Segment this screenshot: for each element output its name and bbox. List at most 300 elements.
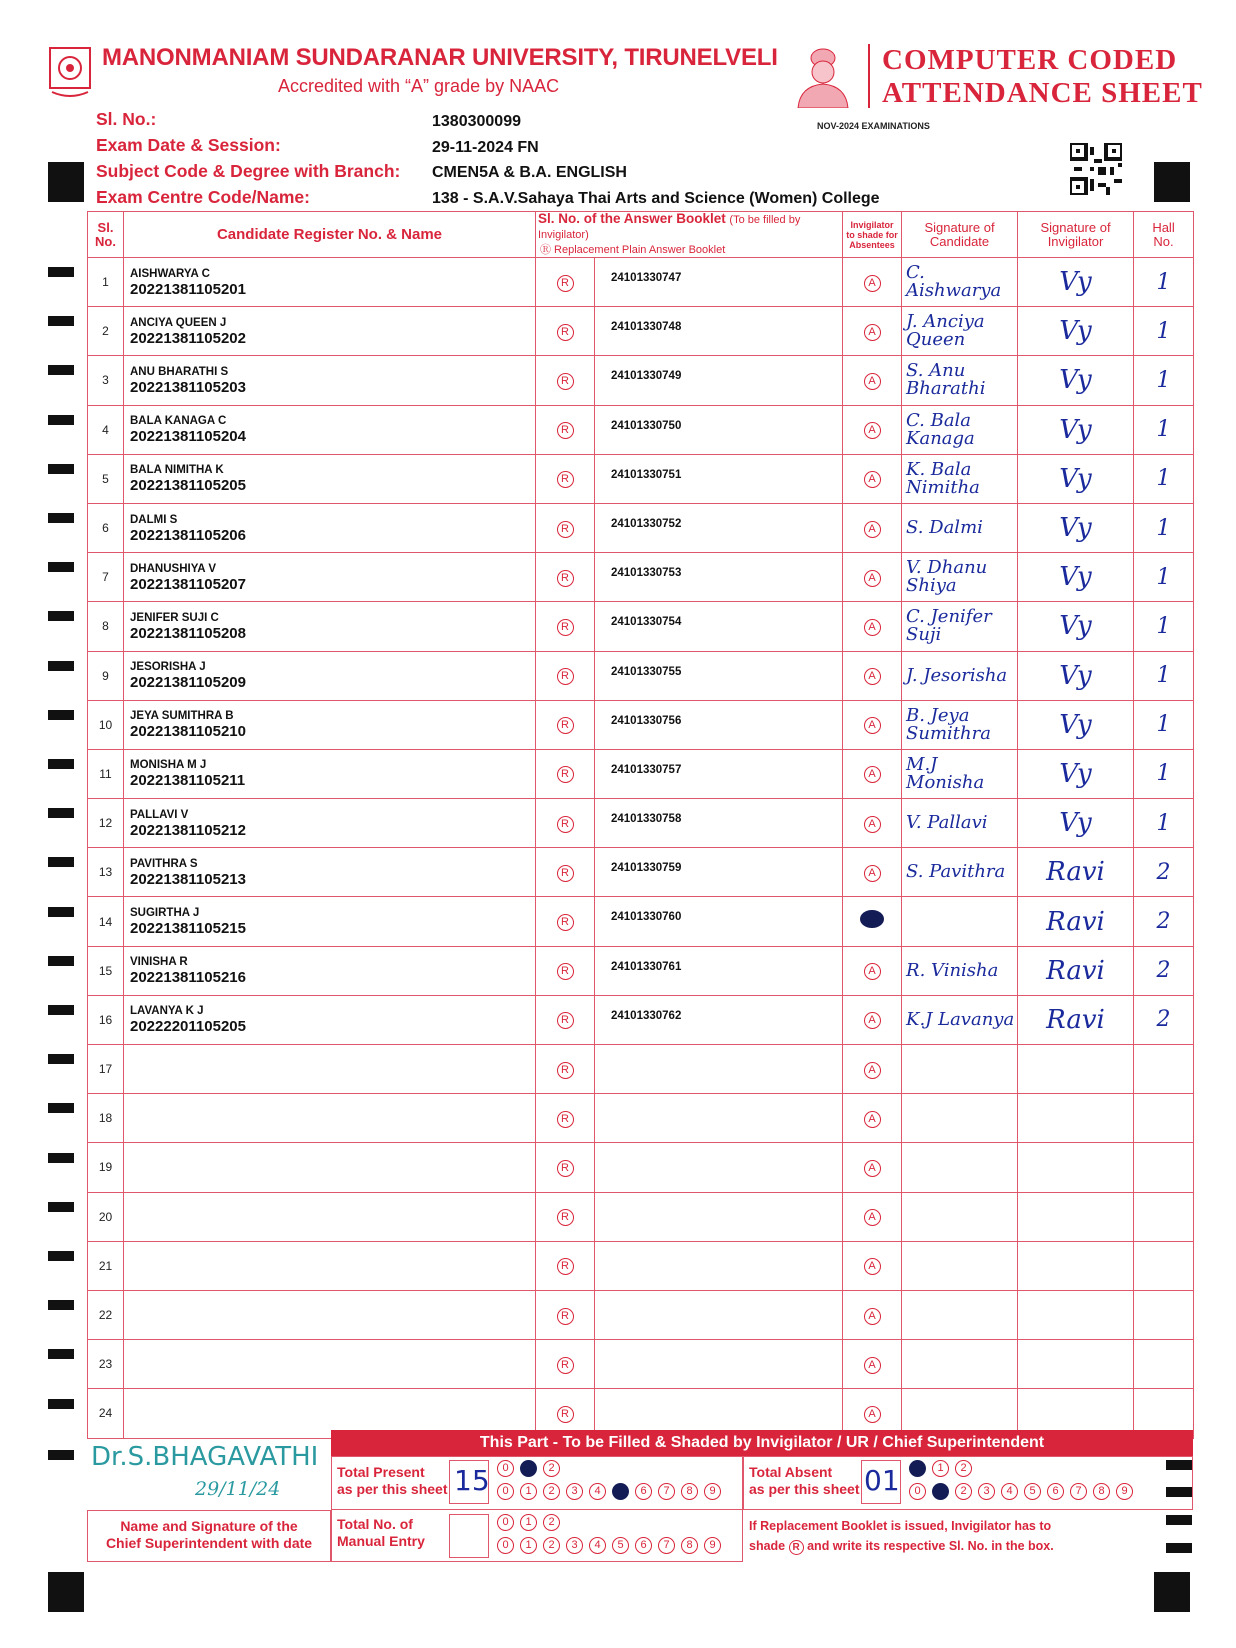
absent-bubble-cell[interactable] — [843, 1192, 902, 1241]
booklet-number[interactable]: 24101330753 — [595, 553, 843, 602]
replacement-bubble[interactable]: R — [557, 963, 574, 980]
absent-bubble-cell[interactable] — [843, 1241, 902, 1290]
replacement-bubble-cell[interactable] — [536, 405, 595, 454]
absent-bubble[interactable]: A — [864, 816, 881, 833]
row-slno: 10 — [88, 700, 124, 749]
row-slno: 4 — [88, 405, 124, 454]
booklet-number[interactable] — [595, 1143, 843, 1192]
exam-date-value: 29-11-2024 FN — [432, 139, 539, 156]
register-number: 20221381105211 — [130, 772, 246, 790]
replacement-bubble-cell[interactable] — [536, 356, 595, 405]
absent-bubble-cell[interactable] — [843, 356, 902, 405]
hall-number[interactable] — [1134, 1045, 1194, 1094]
candidate-signature[interactable]: S. Anu Bharathi — [902, 356, 1018, 405]
booklet-number[interactable] — [595, 1045, 843, 1094]
row-slno: 17 — [88, 1045, 124, 1094]
digit-bubble[interactable]: 1 — [520, 1514, 537, 1531]
absent-bubble[interactable]: A — [864, 1209, 881, 1226]
replacement-bubble[interactable]: R — [557, 521, 574, 538]
replacement-bubble[interactable]: R — [557, 471, 574, 488]
candidate-name: ANCIYA QUEEN J — [130, 316, 227, 329]
register-number: 20221381105205 — [130, 477, 246, 495]
booklet-number[interactable]: 24101330747 — [595, 258, 843, 307]
candidate-name: BALA NIMITHA K — [130, 464, 224, 477]
candidate-name: JESORISHA J — [130, 661, 206, 674]
hall-number[interactable]: 1 — [1134, 700, 1194, 749]
absent-bubble[interactable]: A — [864, 1308, 881, 1325]
digit-bubble[interactable]: 7 — [658, 1537, 675, 1554]
replacement-bubble-cell[interactable] — [536, 651, 595, 700]
replacement-bubble-cell[interactable] — [536, 454, 595, 503]
booklet-number[interactable] — [595, 1094, 843, 1143]
digit-bubble-filled[interactable] — [612, 1483, 629, 1500]
absent-bubble[interactable]: A — [864, 422, 881, 439]
manual-entry-box[interactable] — [449, 1514, 489, 1558]
present-tens-bubbles[interactable] — [497, 1460, 566, 1477]
digit-bubble[interactable]: 2 — [543, 1514, 560, 1531]
absent-bubble-cell[interactable] — [843, 651, 902, 700]
absent-bubble-cell[interactable] — [843, 995, 902, 1044]
absent-bubble-cell[interactable] — [843, 258, 902, 307]
register-number: 20221381105216 — [130, 969, 246, 987]
replacement-bubble[interactable]: R — [557, 619, 574, 636]
invigilator-signature[interactable] — [1018, 1143, 1134, 1192]
row-slno: 19 — [88, 1143, 124, 1192]
absent-bubble[interactable]: A — [864, 1357, 881, 1374]
absent-bubble[interactable]: A — [864, 275, 881, 292]
candidate-signature[interactable]: M.J Monisha — [902, 749, 1018, 798]
sheet-title-line2: ATTENDANCE SHEET — [882, 77, 1203, 109]
hall-number[interactable]: 1 — [1134, 799, 1194, 848]
candidate-signature[interactable] — [902, 1340, 1018, 1389]
invigilator-signature[interactable]: Vy — [1018, 799, 1134, 848]
candidate-cell — [124, 1192, 536, 1241]
booklet-number[interactable]: 24101330762 — [595, 995, 843, 1044]
replacement-bubble[interactable]: R — [557, 324, 574, 341]
candidate-name: DHANUSHIYA V — [130, 562, 217, 575]
absent-bubble-cell[interactable] — [843, 946, 902, 995]
accreditation: Accredited with “A” grade by NAAC — [278, 76, 560, 96]
replacement-bubble[interactable]: R — [557, 717, 574, 734]
candidate-cell — [124, 749, 536, 798]
replacement-bubble[interactable]: R — [557, 914, 574, 931]
timing-mark — [1166, 1460, 1192, 1470]
replacement-bubble-cell[interactable] — [536, 1045, 595, 1094]
absent-bubble-cell[interactable] — [843, 700, 902, 749]
digit-bubble[interactable]: 8 — [1093, 1483, 1110, 1500]
booklet-number[interactable]: 24101330749 — [595, 356, 843, 405]
replacement-bubble-cell[interactable] — [536, 1241, 595, 1290]
booklet-number[interactable]: 24101330750 — [595, 405, 843, 454]
absent-bubble[interactable]: A — [864, 1062, 881, 1079]
booklet-number[interactable]: 24101330748 — [595, 307, 843, 356]
invigilator-signature[interactable]: Vy — [1018, 602, 1134, 651]
row-slno: 6 — [88, 503, 124, 552]
candidate-cell — [124, 1290, 536, 1339]
absent-bubble-cell[interactable] — [843, 1290, 902, 1339]
absent-bubble[interactable]: A — [864, 619, 881, 636]
booklet-number[interactable] — [595, 1241, 843, 1290]
timing-mark — [48, 1300, 74, 1310]
absent-bubble-cell[interactable] — [843, 799, 902, 848]
digit-bubble[interactable]: 9 — [1116, 1483, 1133, 1500]
absent-bubble-cell[interactable] — [843, 602, 902, 651]
digit-bubble-filled[interactable] — [520, 1460, 537, 1477]
digit-bubble[interactable]: 2 — [543, 1460, 560, 1477]
absent-bubble-cell[interactable] — [843, 454, 902, 503]
replacement-bubble-cell[interactable] — [536, 995, 595, 1044]
table-row — [88, 454, 1194, 503]
row-slno: 1 — [88, 258, 124, 307]
candidate-cell — [124, 995, 536, 1044]
timing-mark — [48, 1153, 74, 1163]
digit-bubble[interactable]: 3 — [978, 1483, 995, 1500]
booklet-number[interactable] — [595, 1340, 843, 1389]
absent-bubble[interactable]: A — [864, 324, 881, 341]
digit-bubble[interactable]: 5 — [1024, 1483, 1041, 1500]
absent-bubble-cell[interactable] — [843, 1045, 902, 1094]
replacement-bubble-cell[interactable] — [536, 897, 595, 946]
invigilator-signature[interactable] — [1018, 1340, 1134, 1389]
hall-number[interactable]: 2 — [1134, 897, 1194, 946]
absent-bubble-cell[interactable] — [843, 749, 902, 798]
timing-mark — [48, 316, 74, 326]
replacement-bubble-cell[interactable] — [536, 1290, 595, 1339]
digit-bubble[interactable]: 3 — [566, 1483, 583, 1500]
timing-mark — [48, 1251, 74, 1261]
hall-number[interactable]: 1 — [1134, 651, 1194, 700]
replacement-bubble-cell[interactable] — [536, 700, 595, 749]
absent-bubble[interactable]: A — [864, 717, 881, 734]
absent-bubble-cell[interactable] — [843, 1143, 902, 1192]
absent-bubble-cell[interactable] — [843, 307, 902, 356]
invigilator-signature[interactable]: Vy — [1018, 307, 1134, 356]
candidate-signature[interactable] — [902, 1241, 1018, 1290]
replacement-bubble-cell[interactable] — [536, 799, 595, 848]
invigilator-signature[interactable] — [1018, 1241, 1134, 1290]
candidate-signature[interactable] — [902, 1192, 1018, 1241]
replacement-bubble-cell[interactable] — [536, 1192, 595, 1241]
candidate-signature[interactable]: C. Bala Kanaga — [902, 405, 1018, 454]
row-slno: 7 — [88, 553, 124, 602]
hall-number[interactable]: 1 — [1134, 749, 1194, 798]
booklet-number[interactable]: 24101330751 — [595, 454, 843, 503]
digit-bubble[interactable]: 3 — [566, 1537, 583, 1554]
digit-bubble-filled[interactable] — [909, 1460, 926, 1477]
absent-bubble-cell[interactable] — [843, 553, 902, 602]
candidate-signature[interactable]: C. Aishwarya — [902, 258, 1018, 307]
invigilator-signature[interactable]: Ravi — [1018, 946, 1134, 995]
replacement-bubble[interactable]: R — [557, 373, 574, 390]
digit-bubble[interactable]: 4 — [589, 1537, 606, 1554]
digit-bubble[interactable]: 6 — [635, 1537, 652, 1554]
digit-bubble[interactable]: 9 — [704, 1483, 721, 1500]
hall-number[interactable]: 1 — [1134, 503, 1194, 552]
candidate-name: SUGIRTHA J — [130, 907, 200, 920]
replacement-bubble[interactable]: R — [557, 766, 574, 783]
chief-date: 29/11/24 — [195, 1478, 281, 1500]
hall-number[interactable] — [1134, 1241, 1194, 1290]
invigilator-signature[interactable]: Vy — [1018, 454, 1134, 503]
candidate-signature[interactable]: K.J Lavanya — [902, 995, 1018, 1044]
booklet-number[interactable]: 24101330756 — [595, 700, 843, 749]
replacement-bubble[interactable]: R — [557, 422, 574, 439]
timing-mark — [48, 759, 74, 769]
table-row — [88, 799, 1194, 848]
invigilator-signature[interactable]: Vy — [1018, 356, 1134, 405]
hall-number[interactable] — [1134, 1340, 1194, 1389]
manual-units-bubbles[interactable] — [497, 1537, 727, 1554]
row-slno: 3 — [88, 356, 124, 405]
digit-bubble[interactable]: 2 — [955, 1460, 972, 1477]
corner-mark — [1154, 1572, 1190, 1612]
candidate-signature[interactable] — [902, 1094, 1018, 1143]
candidate-cell — [124, 1241, 536, 1290]
digit-bubble[interactable]: 7 — [658, 1483, 675, 1500]
invigilator-signature[interactable] — [1018, 1290, 1134, 1339]
absent-bubble[interactable]: A — [864, 766, 881, 783]
candidate-signature[interactable] — [902, 1143, 1018, 1192]
booklet-number[interactable] — [595, 1290, 843, 1339]
centre-value: 138 - S.A.V.Sahaya Thai Arts and Science (Women) College — [432, 190, 880, 207]
invigilator-signature[interactable]: Ravi — [1018, 897, 1134, 946]
hall-number[interactable]: 2 — [1134, 848, 1194, 897]
candidate-signature[interactable]: B. Jeya Sumithra — [902, 700, 1018, 749]
replacement-bubble[interactable]: R — [557, 865, 574, 882]
absent-bubble-cell[interactable] — [843, 848, 902, 897]
invigilator-signature[interactable]: Vy — [1018, 553, 1134, 602]
digit-bubble[interactable]: 9 — [704, 1537, 721, 1554]
hall-number[interactable]: 1 — [1134, 356, 1194, 405]
hall-number[interactable]: 1 — [1134, 307, 1194, 356]
timing-mark — [48, 1005, 74, 1015]
digit-bubble[interactable]: 7 — [1070, 1483, 1087, 1500]
candidate-cell — [124, 1143, 536, 1192]
replacement-bubble[interactable]: R — [557, 1357, 574, 1374]
booklet-number[interactable]: 24101330754 — [595, 602, 843, 651]
candidate-signature[interactable]: S. Pavithra — [902, 848, 1018, 897]
booklet-number[interactable]: 24101330752 — [595, 503, 843, 552]
replacement-bubble[interactable]: R — [557, 275, 574, 292]
digit-bubble[interactable]: 8 — [681, 1537, 698, 1554]
absent-units-bubbles[interactable] — [909, 1483, 1139, 1500]
hall-number[interactable]: 2 — [1134, 946, 1194, 995]
digit-bubble-filled[interactable] — [932, 1483, 949, 1500]
university-emblem-icon — [46, 44, 94, 100]
digit-bubble[interactable]: 0 — [497, 1483, 514, 1500]
candidate-name: LAVANYA K J — [130, 1005, 204, 1018]
absent-bubble[interactable]: A — [864, 1258, 881, 1275]
hall-number[interactable]: 1 — [1134, 454, 1194, 503]
digit-bubble[interactable]: 1 — [520, 1483, 537, 1500]
absent-bubble[interactable]: A — [864, 1406, 881, 1423]
candidate-signature[interactable]: K. Bala Nimitha — [902, 454, 1018, 503]
digit-bubble[interactable]: 1 — [520, 1537, 537, 1554]
digit-bubble[interactable]: 0 — [497, 1537, 514, 1554]
university-name: MANONMANIAM SUNDARANAR UNIVERSITY, TIRUNELVELI — [102, 44, 778, 71]
candidate-signature[interactable]: V. Dhanu Shiya — [902, 553, 1018, 602]
candidate-signature[interactable] — [902, 1045, 1018, 1094]
absent-bubble-cell[interactable] — [843, 1094, 902, 1143]
invigilator-signature[interactable]: Vy — [1018, 258, 1134, 307]
table-header-row — [88, 212, 1194, 258]
candidate-signature[interactable] — [902, 1290, 1018, 1339]
absent-tens-bubbles[interactable] — [909, 1460, 978, 1477]
replacement-bubble[interactable]: R — [557, 570, 574, 587]
hall-number[interactable] — [1134, 1143, 1194, 1192]
hall-number[interactable] — [1134, 1290, 1194, 1339]
digit-bubble[interactable]: 6 — [635, 1483, 652, 1500]
row-slno: 15 — [88, 946, 124, 995]
absent-bubble[interactable]: A — [864, 521, 881, 538]
invigilator-signature[interactable]: Vy — [1018, 651, 1134, 700]
invigilator-signature[interactable]: Vy — [1018, 749, 1134, 798]
replacement-bubble-cell[interactable] — [536, 602, 595, 651]
replacement-bubble[interactable]: R — [557, 1160, 574, 1177]
digit-bubble[interactable]: 4 — [1001, 1483, 1018, 1500]
digit-bubble[interactable]: 4 — [589, 1483, 606, 1500]
table-row — [88, 651, 1194, 700]
row-slno: 14 — [88, 897, 124, 946]
booklet-number[interactable]: 24101330760 — [595, 897, 843, 946]
footer-section — [87, 1430, 1157, 1562]
candidate-cell — [124, 602, 536, 651]
timing-mark — [1166, 1515, 1192, 1525]
candidate-cell — [124, 651, 536, 700]
hall-number[interactable] — [1134, 1192, 1194, 1241]
invigilator-signature[interactable] — [1018, 1094, 1134, 1143]
table-row — [88, 1143, 1194, 1192]
sheet-title-line1: COMPUTER CODED — [882, 44, 1178, 76]
hall-number[interactable]: 1 — [1134, 258, 1194, 307]
replacement-bubble-cell[interactable] — [536, 848, 595, 897]
table-row — [88, 1241, 1194, 1290]
digit-bubble[interactable]: 1 — [932, 1460, 949, 1477]
hall-number[interactable]: 2 — [1134, 995, 1194, 1044]
hall-number[interactable]: 1 — [1134, 602, 1194, 651]
present-label: Total Present as per this sheet — [337, 1464, 448, 1497]
absent-bubble-cell[interactable] — [843, 503, 902, 552]
absent-bubble[interactable]: A — [864, 1012, 881, 1029]
absent-bubble-cell[interactable] — [843, 405, 902, 454]
replacement-bubble-cell[interactable] — [536, 1340, 595, 1389]
replacement-bubble-cell[interactable] — [536, 553, 595, 602]
absent-bubble[interactable]: A — [864, 668, 881, 685]
timing-mark — [48, 267, 74, 277]
replacement-bubble[interactable]: R — [557, 1111, 574, 1128]
digit-bubble[interactable]: 2 — [543, 1537, 560, 1554]
hall-number[interactable]: 1 — [1134, 405, 1194, 454]
invigilator-signature[interactable]: Vy — [1018, 700, 1134, 749]
replacement-bubble[interactable]: R — [557, 1012, 574, 1029]
replacement-bubble-cell[interactable] — [536, 307, 595, 356]
replacement-bubble[interactable]: R — [557, 816, 574, 833]
col-sig-candidate: Signature of Candidate — [902, 212, 1018, 258]
invigilator-signature[interactable]: Ravi — [1018, 995, 1134, 1044]
absent-bubble[interactable]: A — [864, 1111, 881, 1128]
register-number: 20221381105208 — [130, 624, 246, 642]
replacement-bubble[interactable]: R — [557, 668, 574, 685]
absent-bubble[interactable]: A — [864, 865, 881, 882]
sheet-title — [882, 44, 1203, 110]
invigilator-signature[interactable]: Ravi — [1018, 848, 1134, 897]
digit-bubble[interactable]: 0 — [497, 1460, 514, 1477]
candidate-signature[interactable]: C. Jenifer Suji — [902, 602, 1018, 651]
hall-number[interactable]: 1 — [1134, 553, 1194, 602]
absent-bubble[interactable]: A — [864, 963, 881, 980]
replacement-bubble[interactable]: R — [557, 1308, 574, 1325]
replacement-bubble-cell[interactable] — [536, 749, 595, 798]
replacement-bubble-cell[interactable] — [536, 503, 595, 552]
timing-mark — [48, 415, 74, 425]
digit-bubble[interactable]: 6 — [1047, 1483, 1064, 1500]
replacement-bubble[interactable]: R — [557, 1406, 574, 1423]
timing-mark — [48, 1450, 74, 1460]
timing-mark — [48, 857, 74, 867]
replacement-bubble-cell[interactable] — [536, 1094, 595, 1143]
present-units-bubbles[interactable] — [497, 1483, 727, 1500]
absent-bubble-cell[interactable] — [843, 897, 902, 946]
booklet-number[interactable]: 24101330758 — [595, 799, 843, 848]
booklet-number[interactable]: 24101330757 — [595, 749, 843, 798]
candidate-name: DALMI S — [130, 513, 178, 526]
absent-bubble-cell[interactable] — [843, 1340, 902, 1389]
register-number: 20221381105206 — [130, 526, 246, 544]
register-number: 20221381105203 — [130, 378, 246, 396]
row-slno: 22 — [88, 1290, 124, 1339]
table-row — [88, 356, 1194, 405]
digit-bubble[interactable]: 2 — [543, 1483, 560, 1500]
replacement-bubble[interactable]: R — [557, 1062, 574, 1079]
candidate-cell — [124, 848, 536, 897]
digit-bubble[interactable]: 0 — [497, 1514, 514, 1531]
absent-bubble[interactable]: A — [864, 373, 881, 390]
replacement-bubble-cell[interactable] — [536, 946, 595, 995]
exam-name: NOV-2024 EXAMINATIONS — [817, 121, 930, 131]
absent-bubble[interactable]: A — [864, 570, 881, 587]
absent-bubble[interactable]: A — [864, 471, 881, 488]
candidate-name: MONISHA M J — [130, 759, 207, 772]
replacement-bubble[interactable]: R — [557, 1258, 574, 1275]
absent-bubble[interactable]: A — [864, 1160, 881, 1177]
candidate-signature[interactable] — [902, 897, 1018, 946]
invigilator-signature[interactable] — [1018, 1045, 1134, 1094]
invigilator-signature[interactable]: Vy — [1018, 503, 1134, 552]
booklet-number[interactable]: 24101330755 — [595, 651, 843, 700]
booklet-number[interactable] — [595, 1192, 843, 1241]
replacement-bubble[interactable]: R — [557, 1209, 574, 1226]
candidate-signature[interactable]: R. Vinisha — [902, 946, 1018, 995]
booklet-number[interactable]: 24101330761 — [595, 946, 843, 995]
candidate-signature[interactable]: J. Anciya Queen — [902, 307, 1018, 356]
candidate-signature[interactable]: V. Pallavi — [902, 799, 1018, 848]
digit-bubble[interactable]: 0 — [909, 1483, 926, 1500]
digit-bubble[interactable]: 5 — [612, 1537, 629, 1554]
replacement-bubble-cell[interactable] — [536, 258, 595, 307]
candidate-signature[interactable]: S. Dalmi — [902, 503, 1018, 552]
digit-bubble[interactable]: 8 — [681, 1483, 698, 1500]
replacement-bubble-cell[interactable] — [536, 1143, 595, 1192]
booklet-number[interactable]: 24101330759 — [595, 848, 843, 897]
manual-tens-bubbles[interactable] — [497, 1514, 566, 1531]
invigilator-signature[interactable]: Vy — [1018, 405, 1134, 454]
invigilator-signature[interactable] — [1018, 1192, 1134, 1241]
absent-bubble-filled[interactable] — [860, 910, 884, 928]
digit-bubble[interactable]: 2 — [955, 1483, 972, 1500]
sl-no-value: 1380300099 — [432, 113, 521, 130]
hall-number[interactable] — [1134, 1094, 1194, 1143]
candidate-signature[interactable]: J. Jesorisha — [902, 651, 1018, 700]
